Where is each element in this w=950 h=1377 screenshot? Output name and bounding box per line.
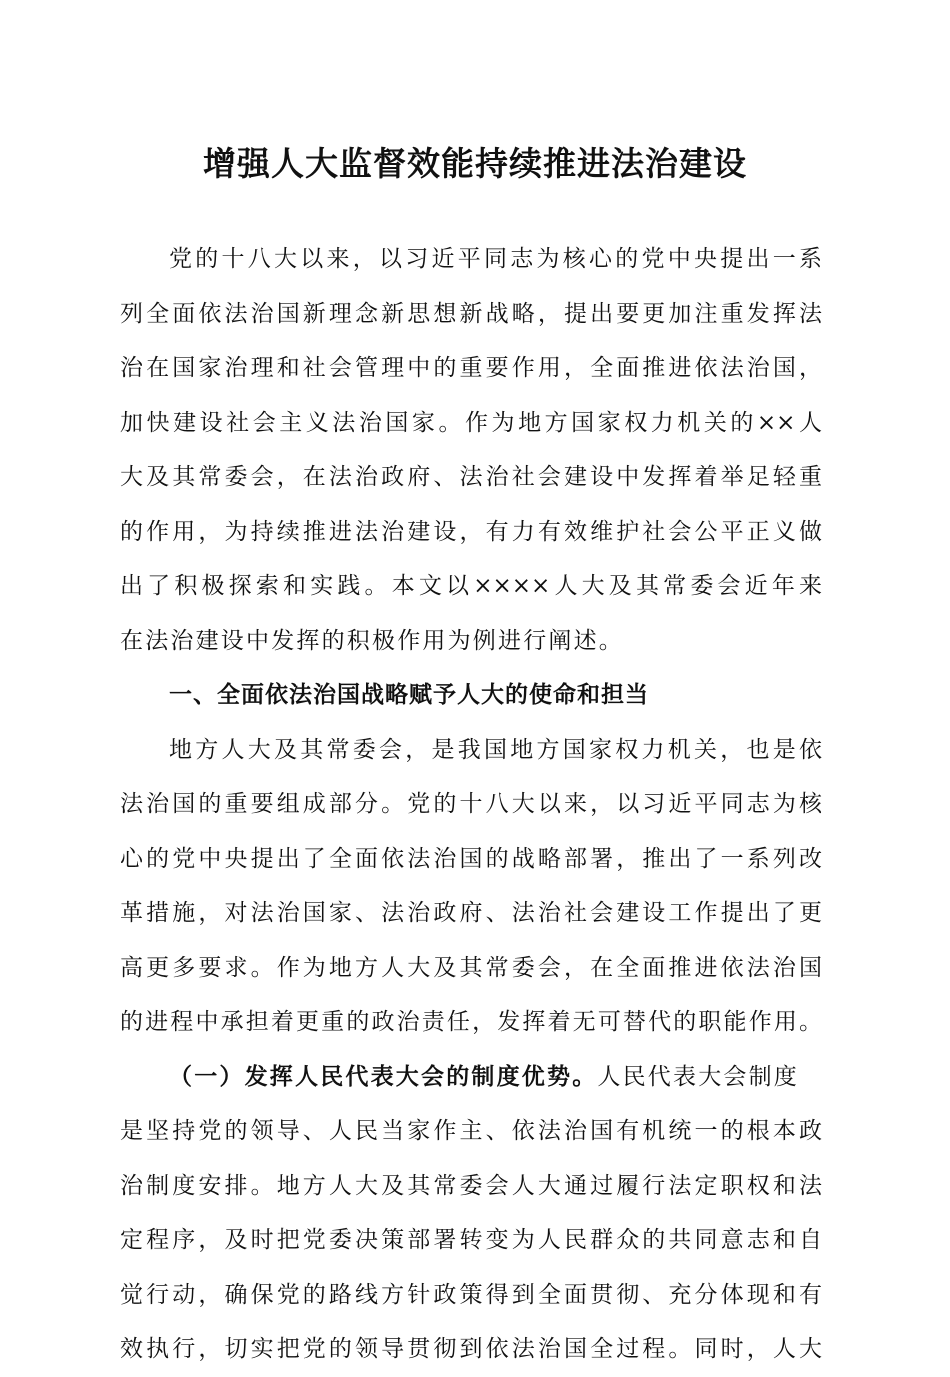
paragraph-line: 觉行动，确保党的路线方针政策得到全面贯彻、充分体现和有 — [120, 1281, 822, 1308]
paragraph-line: 在法治建设中发挥的积极作用为例进行阐述。 — [120, 627, 624, 654]
subsection-line — [120, 1050, 822, 1105]
section-heading: 一、全面依法治国战略赋予人大的使命和担当 — [169, 682, 649, 708]
paragraph-line: 的作用，为持续推进法治建设，有力有效维护社会公平正义做 — [120, 518, 822, 545]
paragraph-line: 心的党中央提出了全面依法治国的战略部署，推出了一系列改 — [120, 845, 822, 872]
paragraph-line: 地方人大及其常委会，是我国地方国家权力机关，也是依 — [169, 736, 822, 763]
paragraph-line: 高更多要求。作为地方人大及其常委会，在全面推进依法治国 — [120, 954, 822, 981]
paragraph-line: 效执行，切实把党的领导贯彻到依法治国全过程。同时，人大 — [120, 1336, 822, 1362]
subsection-text: 人民代表大会制度 — [597, 1063, 800, 1090]
paragraph-line: 治在国家治理和社会管理中的重要作用，全面推进依法治国， — [120, 355, 822, 381]
paragraph-line: 法治国的重要组成部分。党的十八大以来，以习近平同志为核 — [120, 791, 822, 817]
document-body — [120, 232, 822, 1377]
paragraph-line: 列全面依法治国新理念新思想新战略，提出要更加注重发挥法 — [120, 300, 822, 327]
paragraph-line: 是坚持党的领导、人民当家作主、依法治国有机统一的根本政 — [120, 1118, 822, 1144]
paragraph-line: 大及其常委会，在法治政府、法治社会建设中发挥着举足轻重 — [120, 464, 822, 490]
document-title: 增强人大监督效能持续推进法治建设 — [203, 144, 747, 183]
paragraph-line: 治制度安排。地方人大及其常委会人大通过履行法定职权和法 — [120, 1172, 822, 1199]
subsection-heading: （一）发挥人民代表大会的制度优势。 — [169, 1062, 598, 1090]
paragraph-line: 定程序，及时把党委决策部署转变为人民群众的共同意志和自 — [120, 1227, 822, 1253]
paragraph-line: 革措施，对法治国家、法治政府、法治社会建设工作提出了更 — [120, 900, 822, 926]
paragraph-line: 党的十八大以来，以习近平同志为核心的党中央提出一系 — [169, 246, 822, 272]
paragraph-line: 的进程中承担着更重的政治责任，发挥着无可替代的职能作用。 — [120, 1009, 822, 1035]
paragraph-line: 出了积极探索和实践。本文以××××人大及其常委会近年来 — [120, 573, 822, 599]
paragraph-line: 加快建设社会主义法治国家。作为地方国家权力机关的××人 — [120, 409, 822, 436]
